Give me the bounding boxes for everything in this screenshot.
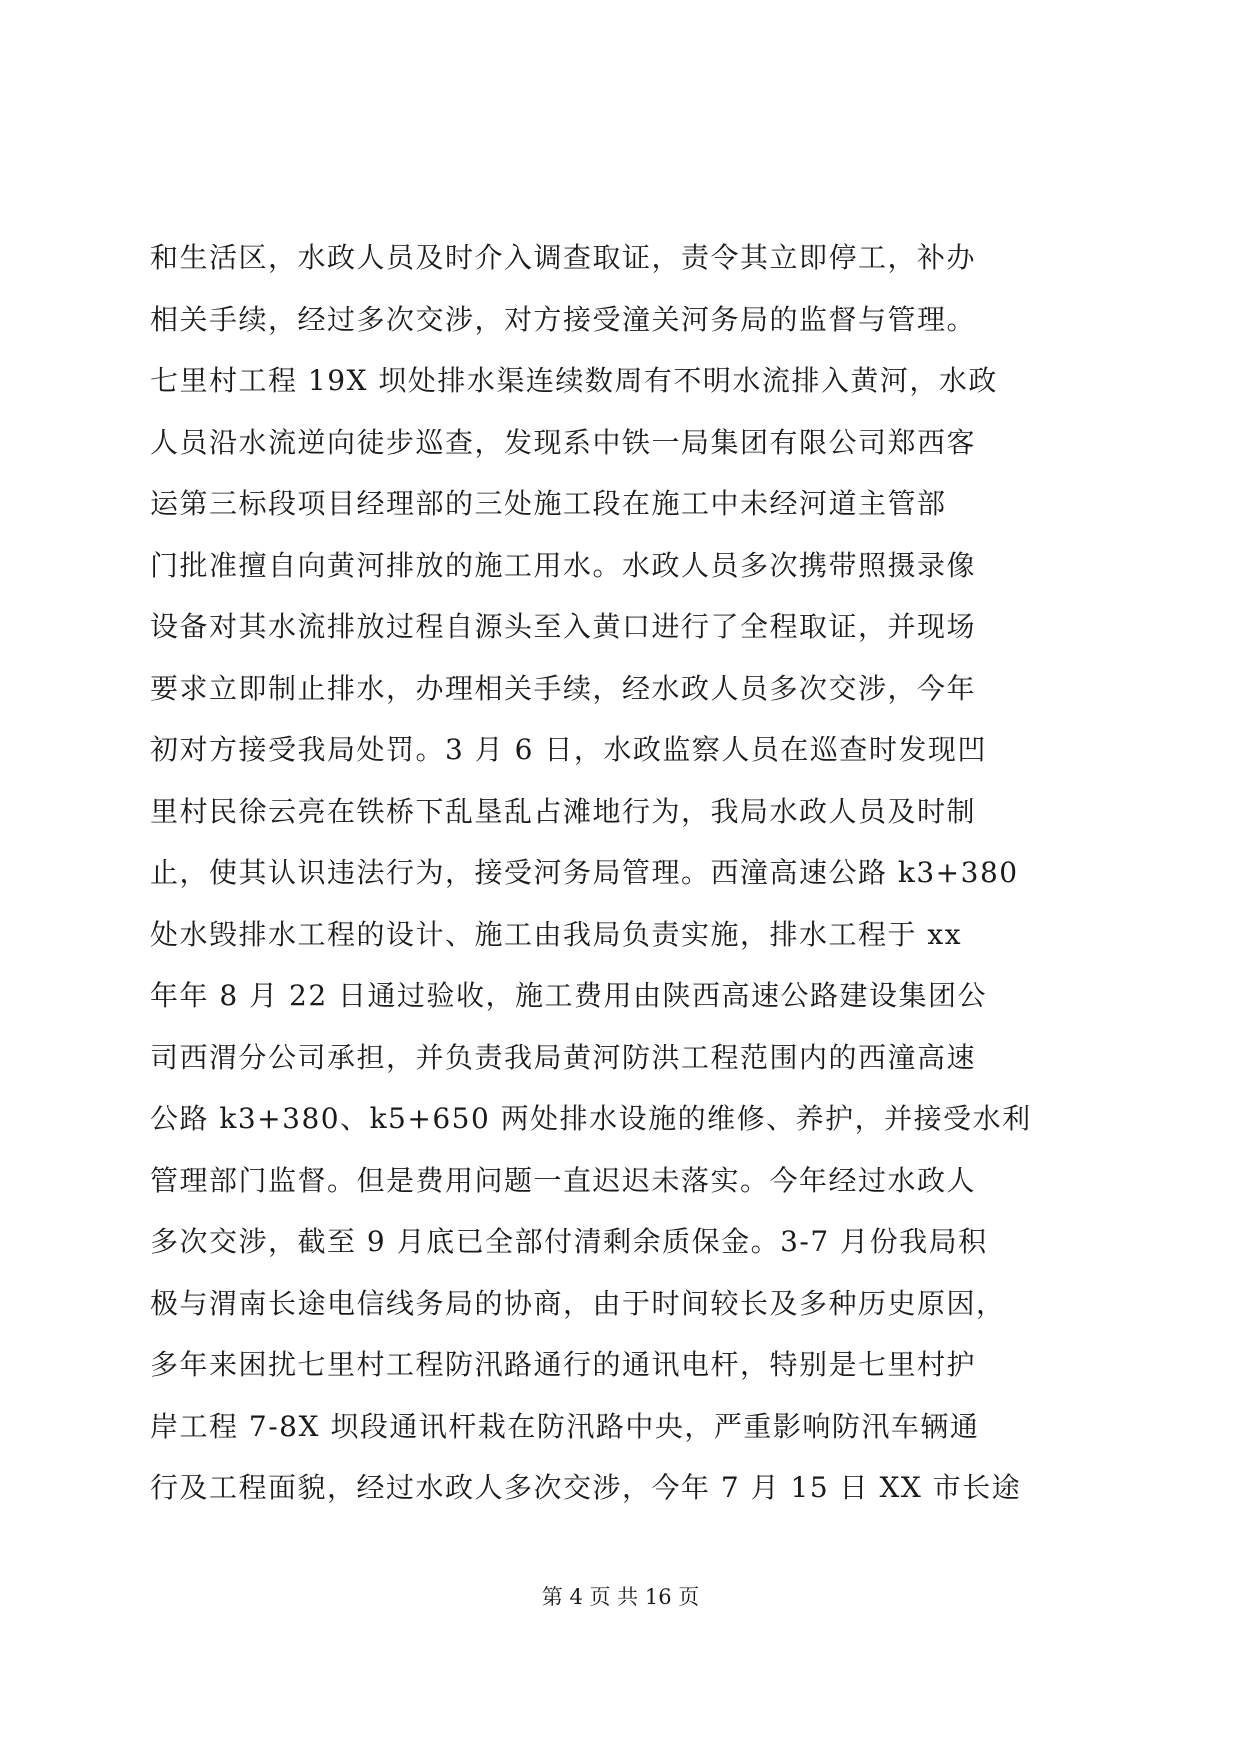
text-line: 公路 k3+380、k5+650 两处排水设施的维修、养护，并接受水利 <box>150 1102 1032 1135</box>
text-line: 极与渭南长途电信线务局的协商，由于时间较长及多种历史原因， <box>150 1286 1006 1320</box>
text-line: 处水毁排水工程的设计、施工由我局负责实施，排水工程于 xx <box>150 917 962 951</box>
text-line: 要求立即制止排水，办理相关手续，经水政人员多次交涉，今年 <box>150 671 977 705</box>
text-line: 人员沿水流逆向徒步巡查，发现系中铁一局集团有限公司郑西客 <box>150 425 977 459</box>
text-line: 运第三标段项目经理部的三处施工段在施工中未经河道主管部 <box>150 487 947 520</box>
text-line: 行及工程面貌，经过水政人多次交涉，今年 7 月 15 日 XX 市长途 <box>150 1471 1022 1504</box>
page-number-footer: 第 4 页 共 16 页 <box>541 1585 700 1609</box>
text-line: 初对方接受我局处罚。3 月 6 日，水政监察人员在巡查时发现凹 <box>150 733 987 766</box>
text-line: 设备对其水流排放过程自源头至入黄口进行了全程取证，并现场 <box>150 610 977 643</box>
text-line: 司西渭分公司承担，并负责我局黄河防洪工程范围内的西潼高速 <box>150 1040 977 1074</box>
text-line: 岸工程 7-8X 坝段通讯杆栽在防汛路中央，严重影响防汛车辆通 <box>150 1409 980 1443</box>
text-line: 七里村工程 19X 坝处排水渠连续数周有不明水流排入黄河，水政 <box>150 364 998 397</box>
body-text <box>150 227 1090 1519</box>
text-line: 管理部门监督。但是费用问题一直迟迟未落实。今年经过水政人 <box>150 1163 977 1197</box>
text-line: 里村民徐云亮在铁桥下乱垦乱占滩地行为，我局水政人员及时制 <box>150 794 977 828</box>
text-line: 相关手续，经过多次交涉，对方接受潼关河务局的监督与管理。 <box>150 302 977 336</box>
text-line: 年年 8 月 22 日通过验收，施工费用由陕西高速公路建设集团公 <box>150 979 988 1012</box>
text-line: 止，使其认识违法行为，接受河务局管理。西潼高速公路 k3+380 <box>150 856 1019 889</box>
text-line: 多年来困扰七里村工程防汛路通行的通讯电杆，特别是七里村护 <box>150 1348 977 1381</box>
text-line: 和生活区，水政人员及时介入调查取证，责令其立即停工，补办 <box>150 241 977 274</box>
text-line: 多次交涉，截至 9 月底已全部付清剩余质保金。3-7 月份我局积 <box>150 1225 988 1258</box>
text-line: 门批准擅自向黄河排放的施工用水。水政人员多次携带照摄录像 <box>150 548 977 582</box>
